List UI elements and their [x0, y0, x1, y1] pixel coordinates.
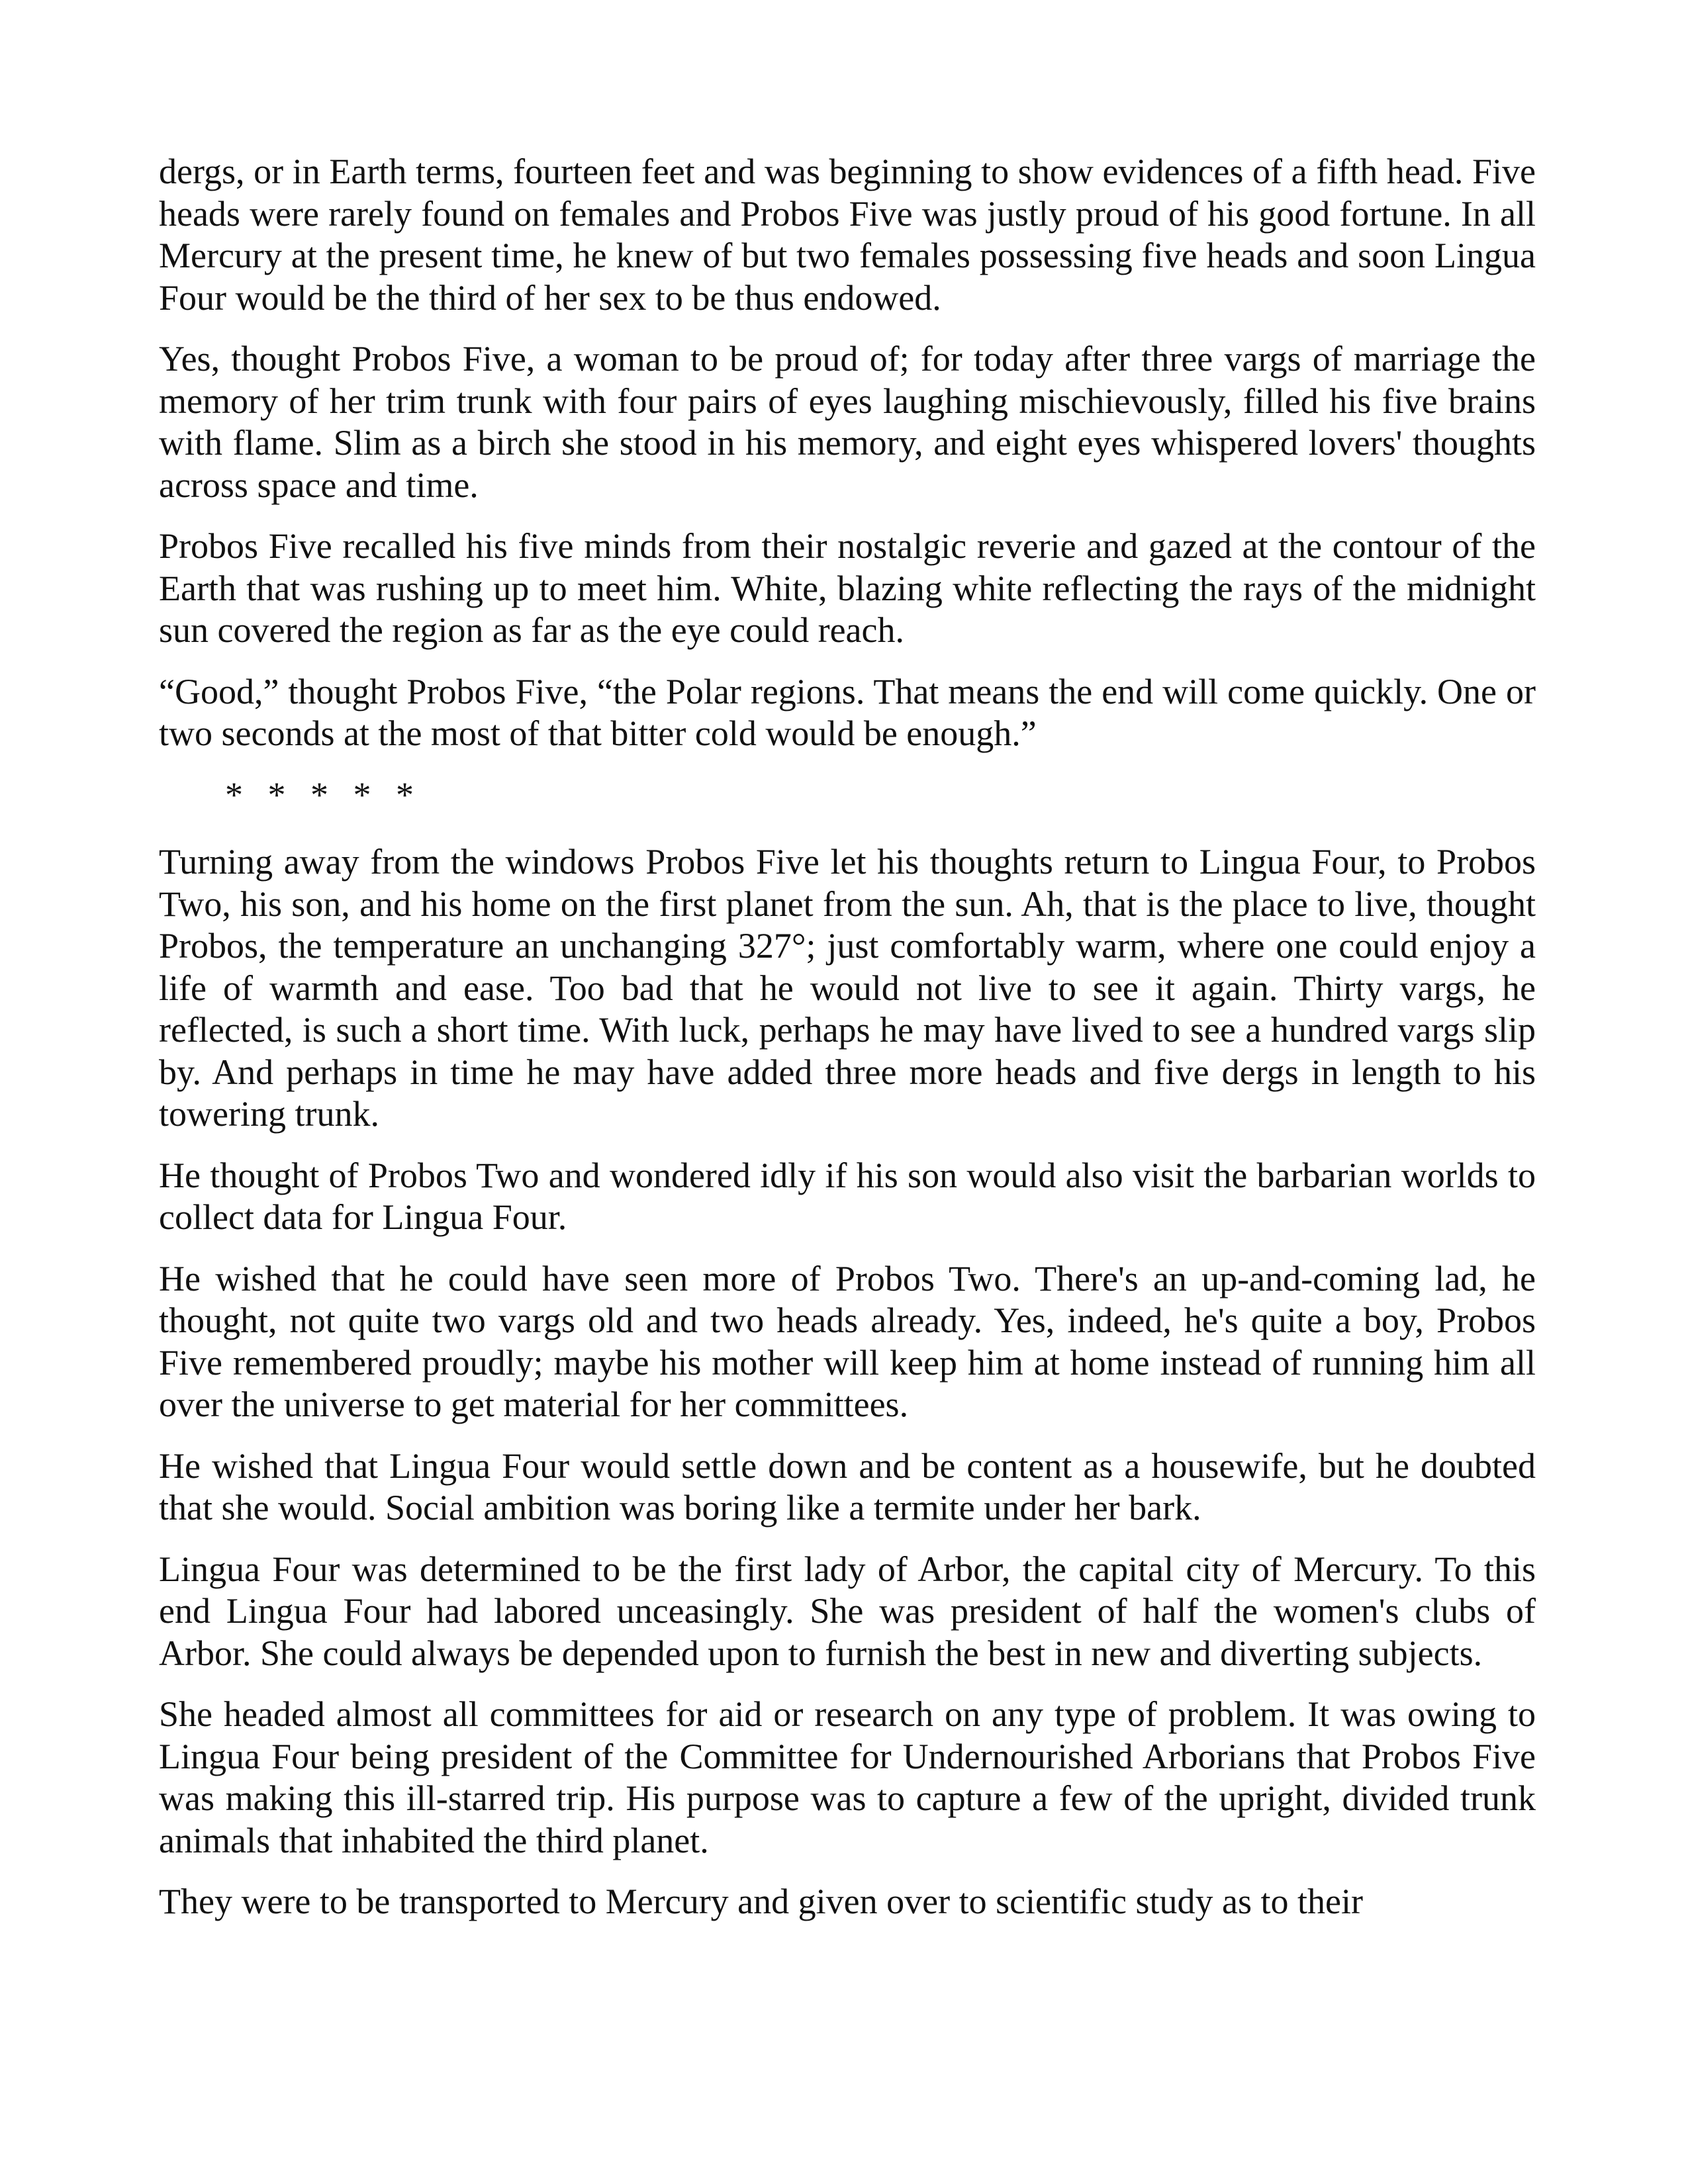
paragraph: They were to be transported to Mercury and given over to scientific study as to their: [159, 1882, 1363, 1921]
paragraph: Probos Five recalled his five minds from their nostalgic reverie and gazed at the contour of the Earth that was rushing up to meet him. White, blazing white reflecting the rays of the midnight sun covered the region as far as the eye could reach.: [159, 526, 1536, 650]
paragraph: He wished that Lingua Four would settle down and be content as a housewife, but he doubted that she would. Social ambition was boring like a termite under her bark.: [159, 1445, 1536, 1527]
paragraph: “Good,” thought Probos Five, “the Polar regions. That means the end will come quickly. One or two seconds at the most of that bitter cold would be enough.”: [159, 671, 1536, 753]
paragraph: dergs, or in Earth terms, fourteen feet and was beginning to show evidences of a fifth head. Five heads were rarely found on females and Probos Five was justly proud of his good fortune. In all Mercury at the present time, he knew of but two females possessing five heads and soon Lingua Four would be the third of her sex to be thus endowed.: [159, 152, 1536, 318]
document-page: [159, 151, 1536, 1942]
section-separator: * * * * *: [225, 774, 422, 815]
paragraph: Yes, thought Probos Five, a woman to be proud of; for today after three vargs of marriage the memory of her trim trunk with four pairs of eyes laughing mischievously, filled his five brains with flame. Slim as a birch she stood in his memory, and eight eyes whispered lovers' thoughts across space and time.: [159, 339, 1536, 505]
paragraph: Lingua Four was determined to be the first lady of Arbor, the capital city of Mercury. To this end Lingua Four had labored unceasingly. She was president of half the women's clubs of Arbor. She could always be depended upon to furnish the best in new and diverting subjects.: [159, 1549, 1536, 1673]
paragraph: He wished that he could have seen more of Probos Two. There's an up-and-coming lad, he thought, not quite two vargs old and two heads already. Yes, indeed, he's quite a boy, Probos Five remembered proudly; maybe his mother will keep him at home instead of running him all over the universe to get material for her committees.: [159, 1258, 1536, 1424]
paragraph: He thought of Probos Two and wondered idly if his son would also visit the barbarian worlds to collect data for Lingua Four.: [159, 1155, 1536, 1237]
paragraph: Turning away from the windows Probos Five let his thoughts return to Lingua Four, to Probos Two, his son, and his home on the first planet from the sun. Ah, that is the place to live, thought Probos, the temperature an unchanging 327°; just comfortably warm, where one could enjoy a life of warmth and ease. Too bad that he would not live to see it again. Thirty vargs, he reflected, is such a short time. With luck, perhaps he may have lived to see a hundred vargs slip by. And perhaps in time he may have added three more heads and five dergs in length to his towering trunk.: [159, 842, 1536, 1134]
paragraph: She headed almost all committees for aid or research on any type of problem. It was owing to Lingua Four being president of the Committee for Undernourished Arborians that Probos Five was making this ill-starred trip. His purpose was to capture a few of the upright, divided trunk animals that inhabited the third planet.: [159, 1694, 1536, 1860]
